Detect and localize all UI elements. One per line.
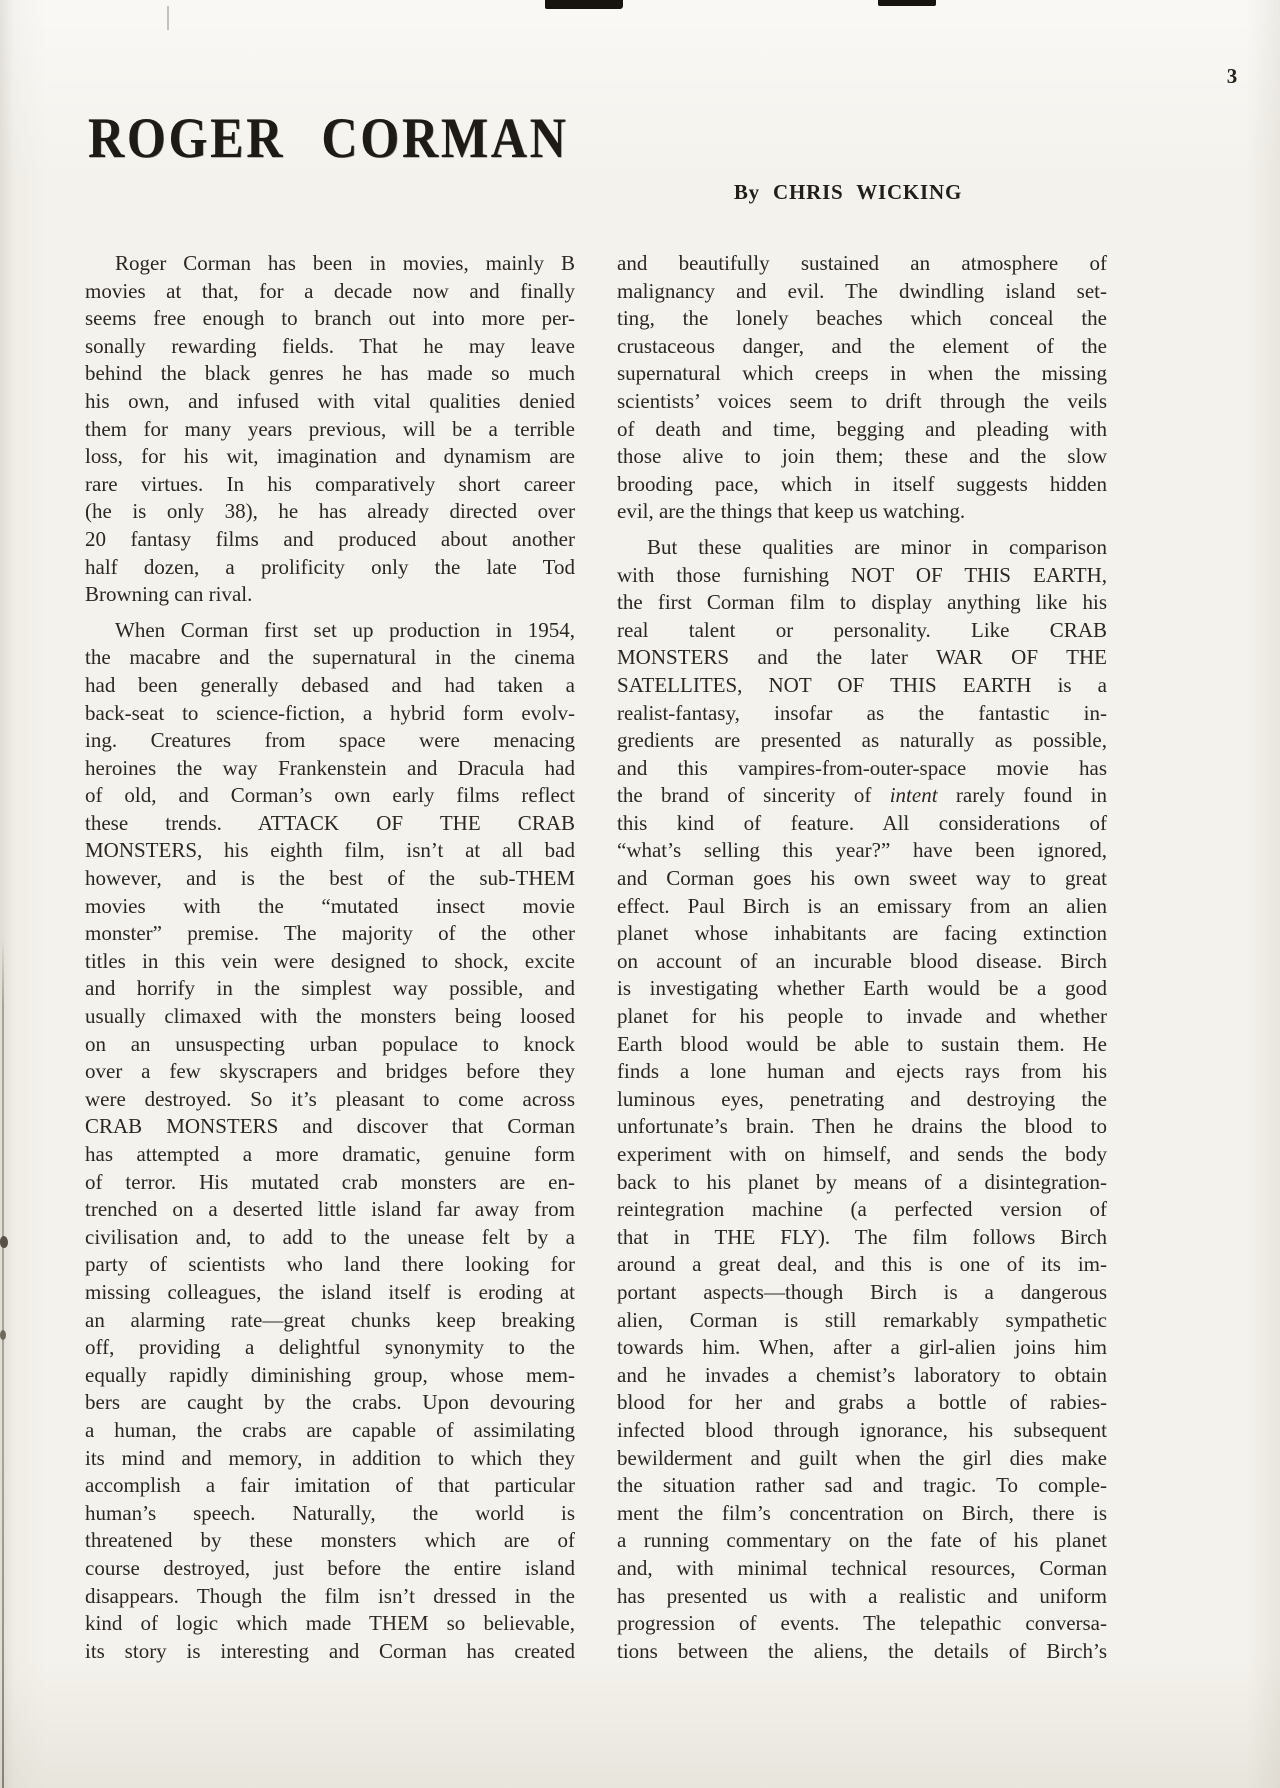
text-line: has presented us with a realistic and uniform — [617, 1583, 1107, 1608]
text-line: the macabre and the supernatural in the cinema — [85, 645, 575, 670]
text-line: of old, and Corman’s own early films reflect — [85, 783, 575, 808]
text-line: disappears. Though the film isn’t dressed in the — [85, 1583, 575, 1608]
text-line: gredients are presented as naturally as possible, — [617, 728, 1107, 753]
text-line: off, providing a delightful synonymity to the — [85, 1335, 575, 1360]
text-line: its mind and memory, in addition to which they — [85, 1445, 575, 1470]
text-line: has attempted a more dramatic, genuine form — [85, 1142, 575, 1166]
text-line: back to his planet by means of a disintegration- — [617, 1169, 1107, 1194]
text-line: with those furnishing NOT OF THIS EARTH, — [617, 562, 1107, 587]
text-line: alien, Corman is still remarkably sympathetic — [617, 1307, 1107, 1332]
text-line: civilisation and, to add to the unease felt by a — [85, 1224, 575, 1249]
text-line: trenched on a deserted little island far away from — [85, 1197, 575, 1222]
text-line: finds a lone human and ejects rays from his — [617, 1059, 1107, 1084]
paragraph — [617, 534, 1107, 1665]
text-line: and, with minimal technical resources, Corman — [617, 1555, 1107, 1580]
text-line: rare virtues. In his comparatively short career — [85, 471, 575, 496]
scan-artifact-page-edge-line — [2, 938, 4, 1788]
text-line: them for many years previous, will be a terrible — [85, 416, 575, 441]
text-line: scientists’ voices seem to drift through the veils — [617, 388, 1107, 413]
text-line: SATELLITES, NOT OF THIS EARTH is a — [617, 672, 1107, 697]
text-line: CRAB MONSTERS and discover that Corman — [85, 1114, 575, 1139]
text-line: a running commentary on the fate of his planet — [617, 1528, 1107, 1553]
text-line: the situation rather sad and tragic. To comple- — [617, 1473, 1107, 1498]
text-line: Browning can rival. — [85, 582, 253, 607]
text-line: tions between the aliens, the details of Birch’s — [617, 1638, 1107, 1663]
text-line: movies with the “mutated insect movie — [85, 893, 575, 918]
text-line: had been generally debased and had taken a — [85, 672, 575, 697]
scan-artifact-top-bar-right — [878, 0, 936, 6]
text-line: half dozen, a prolificity only the late Tod — [85, 554, 575, 579]
text-line: supernatural which creeps in when the missing — [617, 361, 1107, 386]
text-line: Earth blood would be able to sustain them. He — [617, 1031, 1107, 1056]
text-line: bers are caught by the crabs. Upon devouring — [85, 1390, 575, 1415]
text-line: unfortunate’s brain. Then he drains the blood to — [617, 1114, 1107, 1139]
text-line: Roger Corman has been in movies, mainly B — [115, 251, 575, 275]
text-line: seems free enough to branch out into more per- — [85, 306, 575, 331]
text-line: however, and is the best of the sub-THEM — [85, 866, 575, 891]
text-line: 20 fantasy films and produced about another — [85, 526, 575, 551]
text-line: back-seat to science-fiction, a hybrid form evolv- — [85, 700, 575, 725]
text-line: towards him. When, after a girl-alien joins him — [617, 1335, 1107, 1360]
text-line: sonally rewarding fields. That he may leave — [85, 333, 575, 358]
text-line: realist-fantasy, insofar as the fantastic in- — [617, 700, 1107, 725]
text-line: loss, for his wit, imagination and dynamism are — [85, 444, 575, 469]
text-line: blood for her and grabs a bottle of rabies- — [617, 1390, 1107, 1415]
text-column-left — [85, 250, 575, 1665]
text-line: usually climaxed with the monsters being loosed — [85, 1004, 575, 1029]
text-line: heroines the way Frankenstein and Dracula had — [85, 755, 575, 780]
text-line: party of scientists who land there looking for — [85, 1252, 575, 1277]
text-line: “what’s selling this year?” have been ignored, — [617, 838, 1107, 863]
text-line: on an unsuspecting urban populace to knock — [85, 1031, 575, 1056]
text-line: crustaceous danger, and the element of the — [617, 333, 1107, 358]
text-line: of terror. His mutated crab monsters are en- — [85, 1169, 575, 1194]
paragraph — [85, 250, 575, 609]
text-line: experiment with on himself, and sends the body — [617, 1142, 1107, 1166]
text-line: its story is interesting and Corman has created — [85, 1638, 575, 1663]
text-line: kind of logic which made THEM so believable, — [85, 1611, 575, 1636]
text-line: But these qualities are minor in comparison — [647, 534, 1107, 559]
text-line: real talent or personality. Like CRAB — [617, 617, 1107, 642]
text-line: monster” premise. The majority of the other — [85, 921, 575, 946]
text-line: ting, the lonely beaches which conceal the — [617, 306, 1107, 331]
text-line: bewilderment and guilt when the girl dies make — [617, 1445, 1107, 1470]
scan-artifact-edge-blob-lower — [0, 1330, 6, 1340]
text-line: around a great deal, and this is one of its im- — [617, 1252, 1107, 1277]
text-line: brooding pace, which in itself suggests hidden — [617, 471, 1107, 496]
text-line: over a few skyscrapers and bridges before they — [85, 1059, 575, 1084]
text-line: these trends. ATTACK OF THE CRAB — [85, 810, 575, 835]
text-line: evil, are the things that keep us watching. — [617, 499, 966, 524]
text-line: were destroyed. So it’s pleasant to come across — [85, 1086, 575, 1111]
text-line: titles in this vein were designed to shock, excite — [85, 948, 575, 973]
text-line: effect. Paul Birch is an emissary from an alien — [617, 893, 1107, 918]
byline: By CHRIS WICKING — [733, 180, 963, 204]
scan-artifact-edge-blob-upper — [0, 1236, 8, 1248]
text-line: of death and time, begging and pleading with — [617, 416, 1107, 441]
text-line: this kind of feature. All considerations of — [617, 810, 1107, 835]
text-line: planet whose inhabitants are facing extinction — [617, 921, 1107, 946]
text-line: MONSTERS, his eighth film, isn’t at all bad — [85, 838, 575, 863]
text-line: ing. Creatures from space were menacing — [85, 728, 575, 753]
text-line: infected blood through ignorance, his subsequent — [617, 1417, 1107, 1442]
text-line: planet for his people to invade and whether — [617, 1004, 1107, 1029]
text-line: accomplish a fair imitation of that particular — [85, 1473, 575, 1498]
text-line: luminous eyes, penetrating and destroying the — [617, 1086, 1107, 1111]
article-title: ROGER CORMAN — [88, 107, 569, 170]
text-line: and he invades a chemist’s laboratory to obtain — [617, 1362, 1107, 1387]
paragraph — [617, 250, 1107, 526]
text-line: (he is only 38), he has already directed over — [85, 499, 575, 524]
text-line: malignancy and evil. The dwindling island set- — [617, 278, 1107, 303]
text-line: and this vampires-from-outer-space movie has — [617, 755, 1107, 780]
text-line: MONSTERS and the later WAR OF THE — [617, 645, 1107, 670]
text-line: and beautifully sustained an atmosphere of — [617, 251, 1107, 275]
text-line: equally rapidly diminishing group, whose mem- — [85, 1362, 575, 1387]
text-line: those alive to join them; these and the slow — [617, 444, 1107, 469]
text-line: human’s speech. Naturally, the world is — [85, 1500, 575, 1525]
text-line: the first Corman film to display anything like his — [617, 590, 1107, 615]
scan-artifact-top-bar-left — [545, 0, 623, 9]
text-line: missing colleagues, the island itself is eroding at — [85, 1279, 575, 1304]
text-line: and horrify in the simplest way possible, and — [85, 976, 575, 1001]
text-line: ment the film’s concentration on Birch, there is — [617, 1500, 1107, 1525]
text-line: progression of events. The telepathic conversa- — [617, 1611, 1107, 1636]
text-line: course destroyed, just before the entire island — [85, 1555, 575, 1580]
text-line: portant aspects—though Birch is a dangerous — [617, 1279, 1107, 1304]
text-line: When Corman first set up production in 1954, — [115, 617, 575, 642]
text-line: movies at that, for a decade now and finally — [85, 278, 575, 303]
text-line: that in THE FLY). The film follows Birch — [617, 1224, 1107, 1249]
text-line: threatened by these monsters which are of — [85, 1528, 575, 1553]
text-line: his own, and infused with vital qualities denied — [85, 388, 575, 413]
text-column-right — [617, 250, 1107, 1665]
text-line: reintegration machine (a perfected version of — [617, 1197, 1107, 1222]
text-line: the brand of sincerity of intent rarely found in — [617, 783, 1107, 808]
page-number: 3 — [1226, 64, 1238, 88]
text-line: an alarming rate—great chunks keep breaking — [85, 1307, 575, 1332]
text-line: is investigating whether Earth would be a good — [617, 976, 1107, 1001]
text-line: a human, the crabs are capable of assimilating — [85, 1417, 575, 1442]
text-line: and Corman goes his own sweet way to great — [617, 866, 1107, 891]
text-line: on account of an incurable blood disease. Birch — [617, 948, 1107, 973]
scan-artifact-small-dash — [167, 6, 169, 30]
paragraph — [85, 617, 575, 1666]
text-line: behind the black genres he has made so much — [85, 361, 575, 386]
